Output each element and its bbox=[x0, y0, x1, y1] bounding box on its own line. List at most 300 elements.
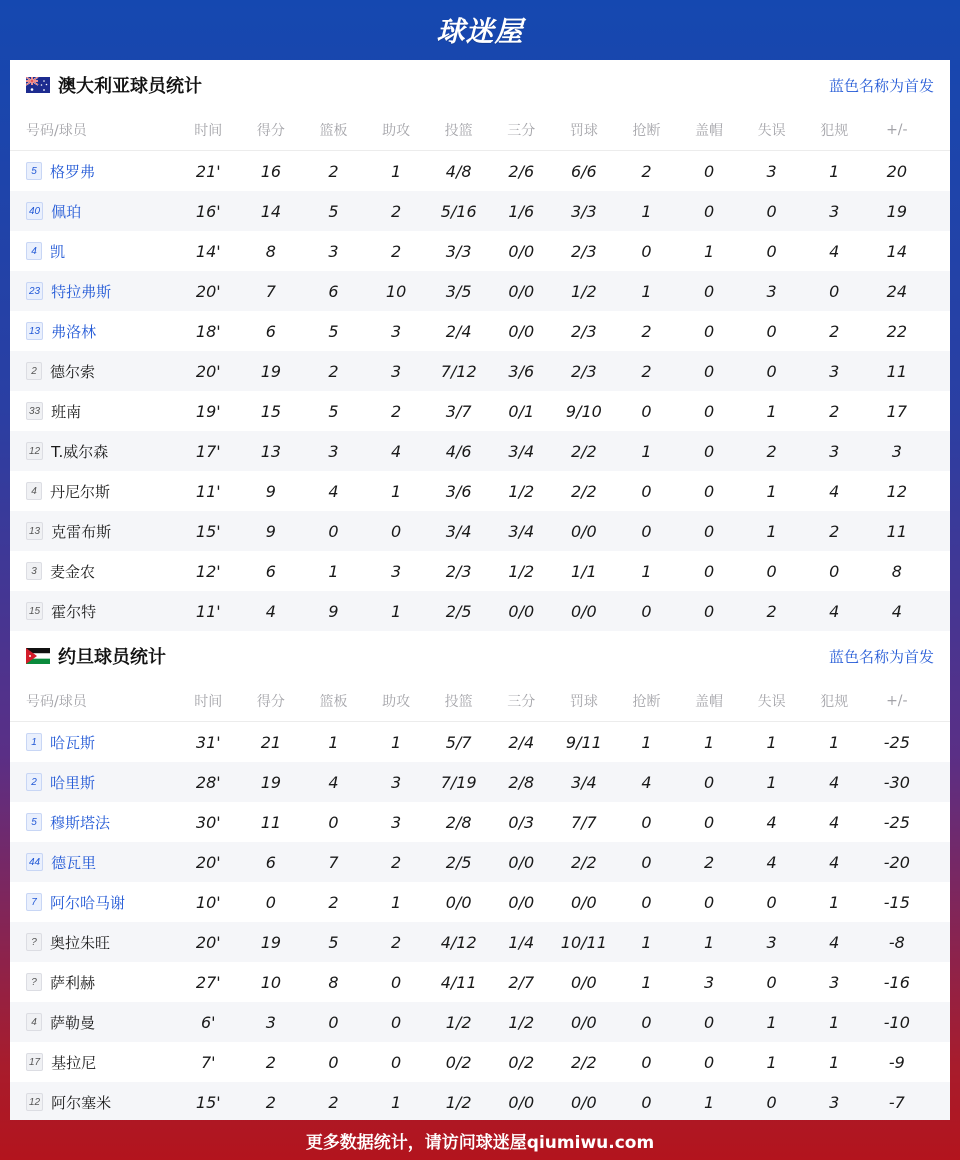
column-header: 失误 bbox=[757, 694, 786, 710]
stat-cell: 1 bbox=[703, 1092, 715, 1112]
stat-cell: 0/2 bbox=[445, 1052, 472, 1072]
stat-cell: 0 bbox=[766, 892, 777, 912]
column-header: 犯规 bbox=[820, 694, 849, 710]
stat-cell: 3 bbox=[390, 321, 402, 341]
stat-cell: 0 bbox=[703, 521, 715, 541]
player-name[interactable]: 穆斯塔法 bbox=[50, 813, 111, 832]
stat-cell: 2 bbox=[641, 161, 652, 181]
stat-cell: 5 bbox=[328, 201, 339, 221]
stat-cell: 6' bbox=[201, 1012, 216, 1032]
stat-cell: 11 bbox=[260, 812, 282, 832]
stat-cell: 19 bbox=[260, 932, 282, 952]
stat-cell: 3/4 bbox=[445, 521, 472, 541]
stat-cell: 1 bbox=[766, 1052, 777, 1072]
stat-cell: 2 bbox=[766, 601, 777, 621]
player-cell bbox=[10, 361, 177, 382]
jersey-number-badge: 1 bbox=[26, 733, 42, 751]
stat-cell: 1 bbox=[390, 161, 402, 181]
stat-cell: 2 bbox=[265, 1052, 276, 1072]
player-name: 奥拉朱旺 bbox=[50, 933, 111, 952]
stat-cell: 3 bbox=[829, 1092, 840, 1112]
jersey-number-badge: 40 bbox=[26, 202, 43, 220]
stat-cell: 1 bbox=[641, 561, 652, 581]
starter-legend: 蓝色名称为首发 bbox=[828, 647, 934, 666]
stat-cell: -9 bbox=[888, 1052, 905, 1072]
starter-legend: 蓝色名称为首发 bbox=[828, 76, 934, 95]
player-row[interactable] bbox=[10, 471, 950, 511]
stat-cell: 0 bbox=[641, 812, 652, 832]
stat-cell: 1 bbox=[641, 732, 652, 752]
player-name[interactable]: 哈瓦斯 bbox=[50, 733, 96, 752]
stat-cell: 4 bbox=[641, 772, 652, 792]
stat-cell: 1 bbox=[390, 601, 402, 621]
player-row[interactable] bbox=[10, 391, 950, 431]
jersey-number-badge: 2 bbox=[26, 773, 42, 791]
stat-cell: 3 bbox=[265, 1012, 276, 1032]
stat-cell: 2 bbox=[766, 441, 777, 461]
player-cell bbox=[10, 321, 177, 342]
column-header: 号码/球员 bbox=[26, 694, 87, 710]
jersey-number-badge: 13 bbox=[26, 322, 43, 340]
stat-cell: 1/2 bbox=[508, 1012, 535, 1032]
column-header: 罚球 bbox=[569, 123, 598, 139]
stat-cell: 2/8 bbox=[508, 772, 535, 792]
stat-cell: 0 bbox=[390, 1052, 402, 1072]
column-header: 时间 bbox=[194, 694, 223, 710]
stat-cell: 0/0 bbox=[570, 892, 597, 912]
stat-cell: 0 bbox=[390, 1012, 402, 1032]
stat-cell: 4/8 bbox=[445, 161, 472, 181]
stat-cell: 1/2 bbox=[570, 281, 597, 301]
stat-cell: 0 bbox=[703, 561, 715, 581]
player-row[interactable] bbox=[10, 271, 950, 311]
stat-cell: 2/5 bbox=[445, 852, 472, 872]
stat-cell: 0 bbox=[766, 561, 777, 581]
player-cell bbox=[10, 481, 177, 502]
player-name[interactable]: 德瓦里 bbox=[51, 853, 97, 872]
jersey-number-badge: 33 bbox=[26, 402, 43, 420]
brand-logo: 球迷屋 bbox=[436, 15, 524, 48]
stat-cell: 1 bbox=[703, 241, 715, 261]
player-cell bbox=[10, 852, 177, 873]
stat-cell: 0 bbox=[703, 281, 715, 301]
jersey-number-badge: ? bbox=[26, 973, 42, 991]
column-header: 投篮 bbox=[444, 694, 473, 710]
stat-cell: 5/16 bbox=[440, 201, 477, 221]
player-row[interactable] bbox=[10, 922, 950, 962]
stat-cell: 3 bbox=[829, 972, 840, 992]
stat-cell: 4/6 bbox=[445, 441, 472, 461]
stat-cell: 0/0 bbox=[508, 1092, 535, 1112]
stat-cell: 0 bbox=[703, 401, 715, 421]
stat-cell: 4 bbox=[829, 241, 840, 261]
stat-cell: 2/2 bbox=[570, 1052, 597, 1072]
stat-cell: 0/0 bbox=[570, 521, 597, 541]
stat-cell: 11' bbox=[195, 481, 221, 501]
stat-cell: 4 bbox=[829, 772, 840, 792]
stat-cell: 0/0 bbox=[570, 1012, 597, 1032]
stat-cell: 2/5 bbox=[445, 601, 472, 621]
stat-cell: 1 bbox=[829, 1012, 840, 1032]
player-row[interactable] bbox=[10, 511, 950, 551]
stat-cell: 31' bbox=[195, 732, 221, 752]
player-row[interactable] bbox=[10, 311, 950, 351]
column-header: 篮板 bbox=[319, 694, 348, 710]
stat-cell: -20 bbox=[883, 852, 910, 872]
stat-cell: 3 bbox=[829, 361, 840, 381]
stat-cell: 0 bbox=[703, 1012, 715, 1032]
section-title-bar bbox=[10, 631, 950, 681]
player-name[interactable]: 弗洛林 bbox=[51, 322, 97, 341]
player-row[interactable] bbox=[10, 882, 950, 922]
column-header: 罚球 bbox=[569, 694, 598, 710]
player-cell bbox=[10, 1052, 177, 1073]
stat-cell: 8 bbox=[328, 972, 339, 992]
stat-cell: 4 bbox=[829, 481, 840, 501]
stat-cell: 1 bbox=[328, 732, 339, 752]
jersey-number-badge: 3 bbox=[26, 562, 42, 580]
stat-cell: 15' bbox=[195, 521, 221, 541]
jersey-number-badge: 44 bbox=[26, 853, 43, 871]
stat-cell: 3/3 bbox=[570, 201, 597, 221]
stat-cell: 14 bbox=[886, 241, 907, 261]
player-row[interactable] bbox=[10, 151, 950, 191]
player-cell bbox=[10, 812, 177, 833]
column-header: 得分 bbox=[256, 694, 285, 710]
stat-cell: 10/11 bbox=[560, 932, 607, 952]
stat-cell: 0/0 bbox=[508, 852, 535, 872]
player-name: 丹尼尔斯 bbox=[50, 482, 111, 501]
stat-cell: 1/2 bbox=[445, 1012, 472, 1032]
player-cell bbox=[10, 401, 177, 422]
stat-cell: 15 bbox=[260, 401, 282, 421]
player-name: 霍尔特 bbox=[51, 602, 97, 621]
column-header: 盖帽 bbox=[695, 123, 724, 139]
stat-cell: 4 bbox=[829, 852, 840, 872]
stat-cell: 1 bbox=[766, 481, 777, 501]
stat-cell: 2/4 bbox=[445, 321, 472, 341]
stat-cell: 2 bbox=[328, 892, 339, 912]
stat-cell: 3/6 bbox=[445, 481, 472, 501]
stat-cell: 1 bbox=[829, 732, 840, 752]
stat-cell: 18' bbox=[195, 321, 221, 341]
stat-cell: 0 bbox=[766, 1092, 777, 1112]
stat-cell: 0 bbox=[703, 441, 715, 461]
stat-cell: -10 bbox=[883, 1012, 910, 1032]
stat-cell: 1/2 bbox=[445, 1092, 472, 1112]
player-row[interactable] bbox=[10, 722, 950, 762]
stat-cell: 1 bbox=[641, 441, 652, 461]
stat-cell: 0 bbox=[390, 521, 402, 541]
stat-cell: 1 bbox=[641, 281, 652, 301]
stat-cell: 16 bbox=[260, 161, 282, 181]
stat-cell: -15 bbox=[883, 892, 910, 912]
team-section bbox=[10, 631, 950, 1120]
stat-cell: 3 bbox=[766, 161, 777, 181]
stat-cell: 1 bbox=[829, 161, 840, 181]
stat-cell: 2 bbox=[390, 201, 402, 221]
stat-cell: 1/2 bbox=[508, 481, 535, 501]
stat-cell: 1 bbox=[390, 892, 402, 912]
stat-cell: 2 bbox=[328, 161, 339, 181]
stat-cell: 0 bbox=[766, 241, 777, 261]
player-cell bbox=[10, 161, 177, 182]
stat-cell: 2/7 bbox=[508, 972, 535, 992]
player-cell bbox=[10, 601, 177, 622]
stat-cell: 1 bbox=[766, 732, 777, 752]
player-row[interactable] bbox=[10, 762, 950, 802]
stat-cell: 0/0 bbox=[508, 281, 535, 301]
stat-cell: 0/0 bbox=[445, 892, 472, 912]
stat-cell: -16 bbox=[883, 972, 910, 992]
stat-cell: 17' bbox=[195, 441, 221, 461]
stat-cell: 3 bbox=[328, 241, 339, 261]
column-header: 抢断 bbox=[632, 123, 661, 139]
stat-cell: 3 bbox=[829, 201, 840, 221]
stat-cell: 0 bbox=[328, 521, 339, 541]
stat-cell: 9 bbox=[328, 601, 339, 621]
player-cell bbox=[10, 201, 177, 222]
player-row[interactable] bbox=[10, 191, 950, 231]
player-row[interactable] bbox=[10, 231, 950, 271]
stat-cell: 1 bbox=[641, 201, 652, 221]
player-name[interactable]: 佩珀 bbox=[51, 202, 82, 221]
stat-cell: 0 bbox=[641, 521, 652, 541]
column-header: +/- bbox=[886, 122, 908, 138]
player-row[interactable] bbox=[10, 1082, 950, 1120]
stat-cell: 0 bbox=[829, 281, 840, 301]
footer-promo[interactable]: 更多数据统计，请访问球迷屋qiumiwu.com bbox=[305, 1132, 655, 1153]
stat-cell: 0 bbox=[703, 481, 715, 501]
column-header: 抢断 bbox=[632, 694, 661, 710]
column-header: 三分 bbox=[507, 694, 536, 710]
player-cell bbox=[10, 772, 177, 793]
stat-cell: 21 bbox=[260, 732, 282, 752]
stat-cell: 5/7 bbox=[445, 732, 472, 752]
player-cell bbox=[10, 521, 177, 542]
stat-cell: 0 bbox=[766, 321, 777, 341]
stat-cell: 19' bbox=[195, 401, 221, 421]
stat-cell: 19 bbox=[260, 361, 282, 381]
stat-cell: 1 bbox=[641, 932, 652, 952]
player-row[interactable] bbox=[10, 1042, 950, 1082]
stat-cell: 19 bbox=[260, 772, 282, 792]
stat-cell: 9/10 bbox=[565, 401, 602, 421]
stat-cell: 16' bbox=[195, 201, 221, 221]
stat-cell: 0 bbox=[703, 601, 715, 621]
stat-cell: 6 bbox=[328, 281, 339, 301]
stat-cell: 0 bbox=[703, 201, 715, 221]
column-header: 三分 bbox=[507, 123, 536, 139]
stat-cell: 3 bbox=[829, 441, 840, 461]
stat-cell: 2/2 bbox=[570, 441, 597, 461]
stat-cell: 6 bbox=[265, 321, 276, 341]
player-row[interactable] bbox=[10, 962, 950, 1002]
stat-cell: 1/1 bbox=[570, 561, 597, 581]
stat-cell: 21' bbox=[195, 161, 221, 181]
player-row[interactable] bbox=[10, 351, 950, 391]
stat-cell: 0 bbox=[641, 481, 652, 501]
stat-cell: 1 bbox=[390, 481, 402, 501]
player-row[interactable] bbox=[10, 1002, 950, 1042]
stat-cell: 7/7 bbox=[570, 812, 597, 832]
stat-cell: 7 bbox=[328, 852, 339, 872]
player-cell bbox=[10, 892, 177, 913]
team-sections bbox=[10, 60, 950, 1120]
column-header-row bbox=[10, 681, 950, 722]
stat-cell: 0 bbox=[703, 161, 715, 181]
stat-cell: 11 bbox=[886, 361, 907, 381]
player-cell bbox=[10, 972, 177, 993]
stat-cell: 10' bbox=[195, 892, 221, 912]
player-name[interactable]: 特拉弗斯 bbox=[51, 282, 112, 301]
stat-cell: 0/0 bbox=[508, 892, 535, 912]
stat-cell: 1 bbox=[829, 892, 840, 912]
jersey-number-badge: 5 bbox=[26, 162, 42, 180]
stat-cell: -25 bbox=[883, 812, 910, 832]
stat-cell: 0 bbox=[703, 1052, 715, 1072]
jersey-number-badge: 15 bbox=[26, 602, 43, 620]
player-cell bbox=[10, 932, 177, 953]
stat-cell: 4 bbox=[265, 601, 276, 621]
stat-cell: 15' bbox=[195, 1092, 221, 1112]
column-header: 犯规 bbox=[820, 123, 849, 139]
team-title: 约旦球员统计 bbox=[58, 647, 166, 668]
stat-cell: 1 bbox=[390, 732, 402, 752]
jersey-number-badge: 4 bbox=[26, 482, 42, 500]
stat-cell: 0 bbox=[641, 892, 652, 912]
stat-cell: 17 bbox=[886, 401, 907, 421]
stat-cell: 8 bbox=[265, 241, 276, 261]
stat-cell: 2/3 bbox=[570, 361, 597, 381]
stat-cell: 1 bbox=[766, 772, 777, 792]
player-row[interactable] bbox=[10, 431, 950, 471]
section-title-bar bbox=[10, 60, 950, 110]
stat-cell: 19 bbox=[886, 201, 907, 221]
stat-cell: 0/0 bbox=[508, 321, 535, 341]
jersey-number-badge: 13 bbox=[26, 522, 43, 540]
stat-cell: 7/12 bbox=[440, 361, 477, 381]
stat-cell: 1 bbox=[766, 401, 777, 421]
stat-cell: 3/6 bbox=[508, 361, 535, 381]
stat-cell: 0 bbox=[265, 892, 276, 912]
stat-cell: 2 bbox=[390, 401, 402, 421]
stat-cell: 2/3 bbox=[570, 241, 597, 261]
stat-cell: 0 bbox=[703, 772, 715, 792]
stat-cell: 0 bbox=[766, 972, 777, 992]
player-cell bbox=[10, 241, 177, 262]
player-row[interactable] bbox=[10, 591, 950, 631]
stat-cell: 2/2 bbox=[570, 481, 597, 501]
stat-cell: 2 bbox=[328, 1092, 339, 1112]
stat-cell: 3 bbox=[390, 361, 402, 381]
stat-cell: 11' bbox=[195, 601, 221, 621]
stat-cell: 2 bbox=[265, 1092, 276, 1112]
stat-cell: 2 bbox=[328, 361, 339, 381]
player-row[interactable] bbox=[10, 802, 950, 842]
stat-cell: 22 bbox=[886, 321, 907, 341]
player-name: 萨勒曼 bbox=[50, 1013, 96, 1032]
stat-cell: 1 bbox=[703, 932, 715, 952]
player-name[interactable]: 格罗弗 bbox=[50, 162, 96, 181]
stat-cell: 1 bbox=[829, 1052, 840, 1072]
stat-cell: 3 bbox=[390, 561, 402, 581]
column-header: 号码/球员 bbox=[26, 123, 87, 139]
column-header: 投篮 bbox=[444, 123, 473, 139]
stat-cell: 0 bbox=[641, 401, 652, 421]
stat-cell: 3/3 bbox=[445, 241, 472, 261]
stat-cell: 4 bbox=[829, 812, 840, 832]
stat-cell: 3 bbox=[891, 441, 902, 461]
stat-cell: 2 bbox=[829, 321, 840, 341]
column-header: 助攻 bbox=[382, 123, 411, 139]
stat-cell: 8 bbox=[891, 561, 902, 581]
stat-cell: 13 bbox=[260, 441, 282, 461]
stat-cell: 2 bbox=[829, 401, 840, 421]
jersey-number-badge: 12 bbox=[26, 1093, 43, 1111]
stat-cell: 4 bbox=[328, 481, 339, 501]
stat-cell: 4 bbox=[829, 932, 840, 952]
stat-cell: 1/4 bbox=[508, 932, 535, 952]
player-name[interactable]: 阿尔哈马谢 bbox=[50, 893, 126, 912]
stat-cell: 27' bbox=[195, 972, 221, 992]
player-name: 麦金农 bbox=[50, 562, 96, 581]
stat-cell: 20' bbox=[195, 932, 221, 952]
stat-cell: 0/0 bbox=[508, 601, 535, 621]
stat-cell: 4 bbox=[390, 441, 402, 461]
jersey-number-badge: 12 bbox=[26, 442, 43, 460]
stat-cell: 7/19 bbox=[440, 772, 477, 792]
stat-cell: -25 bbox=[883, 732, 910, 752]
stat-cell: 9 bbox=[265, 481, 276, 501]
player-cell bbox=[10, 281, 177, 302]
stat-cell: 11 bbox=[886, 521, 907, 541]
player-row[interactable] bbox=[10, 842, 950, 882]
column-header: +/- bbox=[886, 693, 908, 709]
stat-cell: 5 bbox=[328, 321, 339, 341]
stat-cell: 0 bbox=[641, 1092, 652, 1112]
player-name[interactable]: 哈里斯 bbox=[50, 773, 96, 792]
stat-cell: 0 bbox=[703, 321, 715, 341]
stat-cell: 0 bbox=[328, 812, 339, 832]
stat-cell: 4 bbox=[891, 601, 902, 621]
stat-cell: 3/5 bbox=[445, 281, 472, 301]
stat-cell: 6/6 bbox=[570, 161, 597, 181]
stat-cell: 12 bbox=[886, 481, 907, 501]
team-section bbox=[10, 60, 950, 631]
player-cell bbox=[10, 441, 177, 462]
stat-cell: 28' bbox=[195, 772, 221, 792]
stat-cell: 3/4 bbox=[508, 521, 535, 541]
stat-cell: -7 bbox=[888, 1092, 905, 1112]
stat-cell: 1 bbox=[766, 521, 777, 541]
stat-cell: -30 bbox=[883, 772, 910, 792]
jersey-number-badge: 2 bbox=[26, 362, 42, 380]
stat-cell: 7 bbox=[265, 281, 276, 301]
jersey-number-badge: 4 bbox=[26, 1013, 42, 1031]
stat-cell: 3 bbox=[766, 932, 777, 952]
stat-cell: 4 bbox=[766, 812, 777, 832]
player-name[interactable]: 凯 bbox=[50, 242, 66, 261]
stat-cell: 0/1 bbox=[508, 401, 535, 421]
player-row[interactable] bbox=[10, 551, 950, 591]
stat-cell: 0/3 bbox=[508, 812, 535, 832]
stat-cell: 0 bbox=[766, 361, 777, 381]
stat-cell: 2 bbox=[390, 241, 402, 261]
column-header: 时间 bbox=[194, 123, 223, 139]
stat-cell: 3 bbox=[766, 281, 777, 301]
team-title: 澳大利亚球员统计 bbox=[58, 76, 202, 97]
